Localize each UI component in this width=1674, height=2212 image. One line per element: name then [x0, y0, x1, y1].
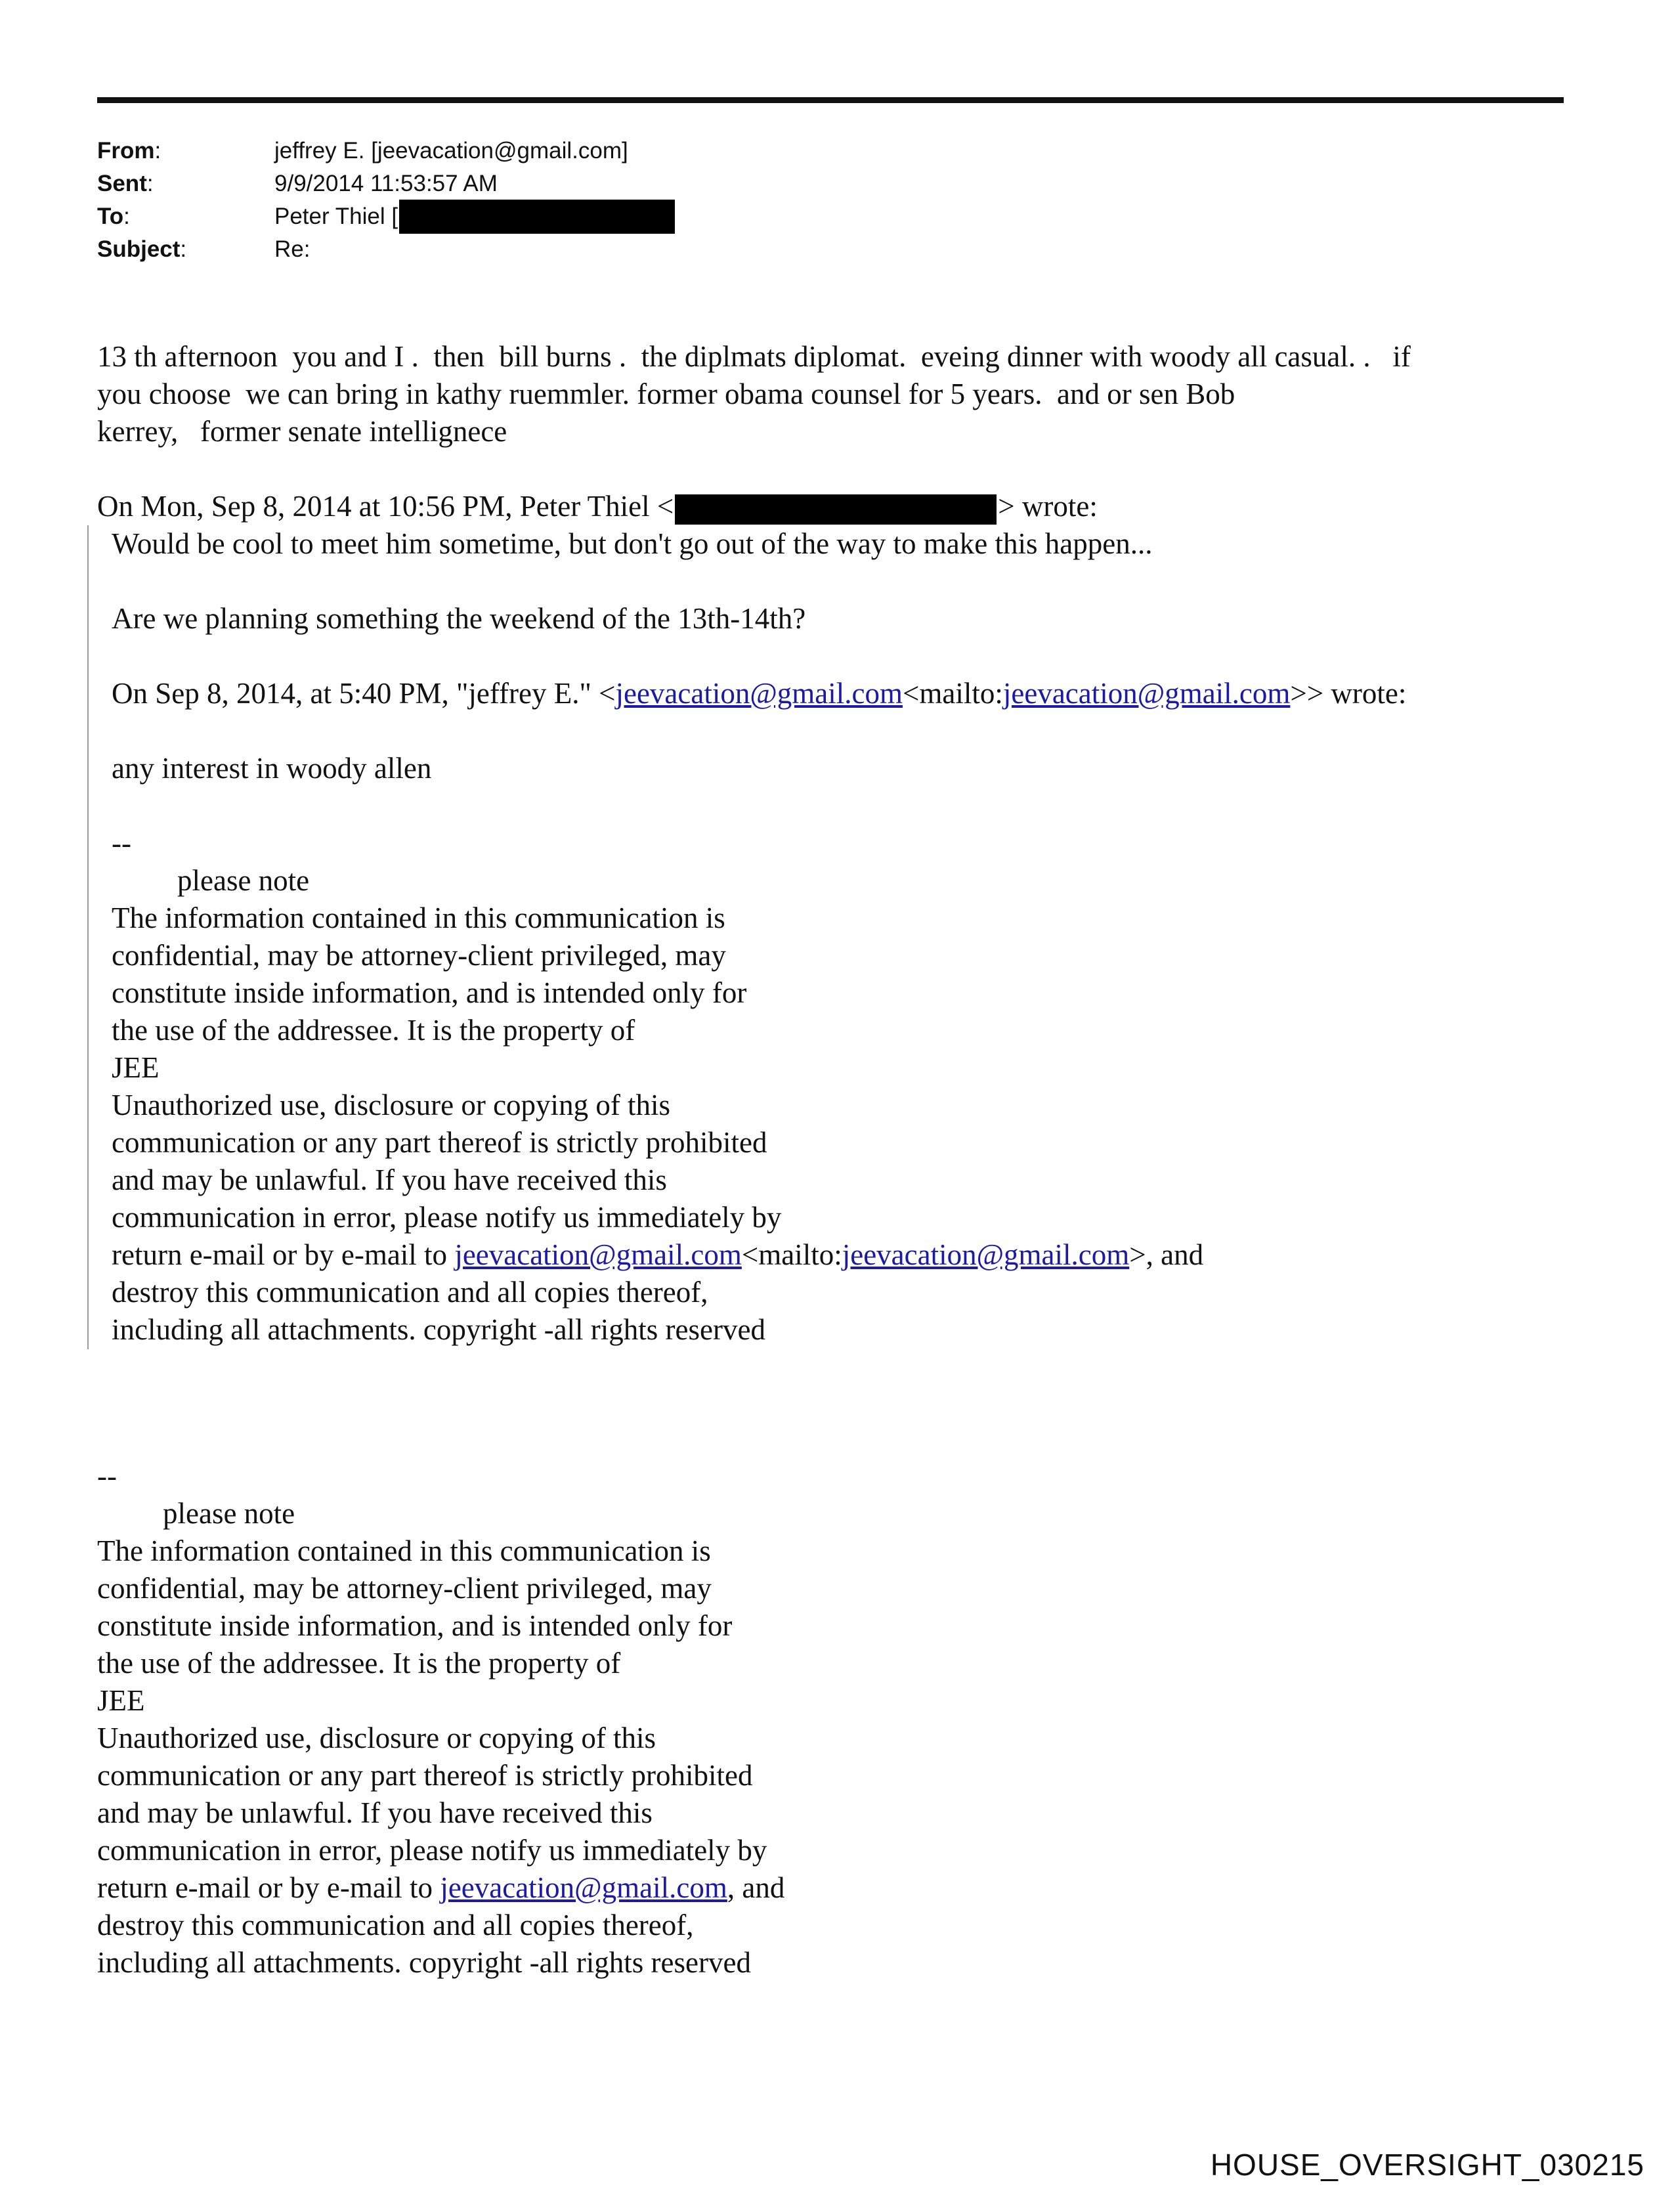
email-header — [97, 135, 675, 266]
from-label: From: — [97, 138, 161, 163]
quoted-header: On Mon, Sep 8, 2014 at 10:56 PM, Peter Thiel < > wrote: — [97, 488, 1098, 525]
quote-line: Would be cool to meet him sometime, but don't go out of the way to make this happen... — [112, 527, 1153, 560]
message-line: kerrey, former senate intellignece — [97, 415, 507, 448]
email-link[interactable]: jeevacation@gmail.com — [615, 677, 903, 710]
sig-line: The information contained in this communication is — [112, 901, 725, 934]
email-link[interactable]: jeevacation@gmail.com — [842, 1238, 1130, 1271]
sig-line: confidential, may be attorney-client privileged, may — [97, 1572, 712, 1605]
sig-line: constitute inside information, and is intended only for — [97, 1609, 733, 1642]
sig-dashes: -- — [112, 827, 131, 859]
sent-row — [97, 167, 675, 200]
message-line: you choose we can bring in kathy ruemmler. former obama counsel for 5 years. and or sen Bob — [97, 378, 1235, 410]
quoted-content — [112, 525, 1406, 1349]
inner-signature — [112, 825, 1406, 1349]
from-value: jeffrey E. [jeevacation@gmail.com] — [274, 138, 628, 163]
sig-line: JEE — [112, 1051, 160, 1084]
sig-line: and may be unlawful. If you have received this — [112, 1163, 667, 1196]
subject-label: Subject: — [97, 236, 187, 262]
sig-line: communication in error, please notify us immediately by — [112, 1201, 782, 1234]
to-value: Peter Thiel [ — [274, 204, 398, 229]
outer-signature — [97, 1458, 784, 1982]
inner-quoted-header: On Sep 8, 2014, at 5:40 PM, "jeffrey E." <jeevacation@gmail.com<mailto:jeevacation@gmail.com>> wrote: — [112, 677, 1407, 710]
redaction-box — [675, 494, 997, 525]
quote-line: Are we planning something the weekend of the 13th-14th? — [112, 602, 806, 635]
to-row — [97, 200, 675, 233]
email-link[interactable]: jeevacation@gmail.com — [454, 1238, 742, 1271]
sig-line: destroy this communication and all copies thereof, — [97, 1909, 694, 1941]
to-label: To: — [97, 204, 130, 229]
sig-line: including all attachments. copyright -all rights reserved — [112, 1313, 765, 1346]
sig-line: Unauthorized use, disclosure or copying of this — [97, 1722, 656, 1754]
sig-line: communication or any part thereof is strictly prohibited — [97, 1759, 753, 1792]
quote-line: any interest in woody allen — [112, 752, 432, 785]
from-row — [97, 135, 675, 167]
subject-value: Re: — [274, 236, 311, 262]
message-body — [97, 338, 1411, 450]
sig-line: communication in error, please notify us immediately by — [97, 1834, 767, 1867]
sig-line: The information contained in this communication is — [97, 1534, 711, 1567]
email-link[interactable]: jeevacation@gmail.com — [1002, 677, 1291, 710]
sig-note: please note — [163, 1497, 295, 1530]
sig-line: including all attachments. copyright -all rights reserved — [97, 1946, 751, 1979]
quoted-message — [87, 525, 1533, 1349]
message-line: 13 th afternoon you and I . then bill burns . the diplmats diplomat. eveing dinner with woody all casual. . if — [97, 340, 1411, 373]
sig-line: communication or any part thereof is strictly prohibited — [112, 1126, 767, 1159]
sig-line: confidential, may be attorney-client privileged, may — [112, 939, 726, 972]
sig-line: and may be unlawful. If you have received this — [97, 1796, 653, 1829]
sig-line: constitute inside information, and is intended only for — [112, 976, 747, 1009]
redaction-box — [399, 200, 675, 234]
header-rule — [97, 97, 1564, 103]
sig-line: Unauthorized use, disclosure or copying of this — [112, 1089, 671, 1121]
subject-row — [97, 233, 675, 266]
sig-return-line: return e-mail or by e-mail to jeevacation@gmail.com<mailto:jeevacation@gmail.com>, and — [112, 1238, 1204, 1271]
sent-label: Sent: — [97, 171, 154, 196]
sig-note: please note — [177, 864, 310, 897]
email-link[interactable]: jeevacation@gmail.com — [440, 1871, 727, 1904]
sig-line: the use of the addressee. It is the property of — [97, 1647, 621, 1680]
sig-line: the use of the addressee. It is the property of — [112, 1014, 635, 1047]
sig-return-line: return e-mail or by e-mail to jeevacation@gmail.com, and — [97, 1871, 785, 1904]
sig-dashes: -- — [97, 1460, 117, 1492]
sent-value: 9/9/2014 11:53:57 AM — [274, 171, 498, 196]
bates-number: HOUSE_OVERSIGHT_030215 — [1210, 2148, 1644, 2182]
sig-line: destroy this communication and all copies thereof, — [112, 1276, 708, 1309]
sig-line: JEE — [97, 1684, 145, 1717]
